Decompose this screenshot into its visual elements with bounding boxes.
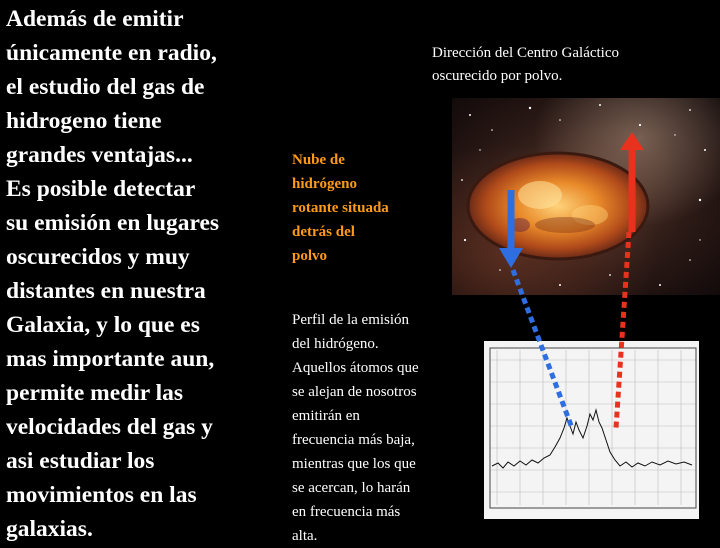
- hydrogen-cloud-ellipse: [468, 153, 648, 259]
- main-paragraph: Además de emitir únicamente en radio, el estudio del gas de hidrogeno tiene grandes ventajas... Es posible detectar su emisión en lugares oscurecidos y muy distantes en nuestra Galaxia, y lo que es mas importante aun, permite medir las velocidades del gas y asi estudiar los movimientos en las galaxias.: [6, 6, 220, 542]
- emission-profile-line: [492, 410, 692, 468]
- emission-profile-caption: Perfil de la emisión del hidrógeno. Aquellos átomos que se alejan de nosotros emitirán en frecuencia más baja, mientras que los que se acercan, lo harán en frecuencia más alta.: [292, 312, 419, 544]
- hydrogen-cloud-caption: Nube de hidrógeno rotante situada detrás del polvo: [292, 152, 389, 264]
- galactic-center-caption: Dirección del Centro Galáctico oscurecido por polvo.: [432, 45, 620, 84]
- spectrum-grid: [490, 350, 696, 505]
- spectrum-plot-frame: [490, 348, 696, 508]
